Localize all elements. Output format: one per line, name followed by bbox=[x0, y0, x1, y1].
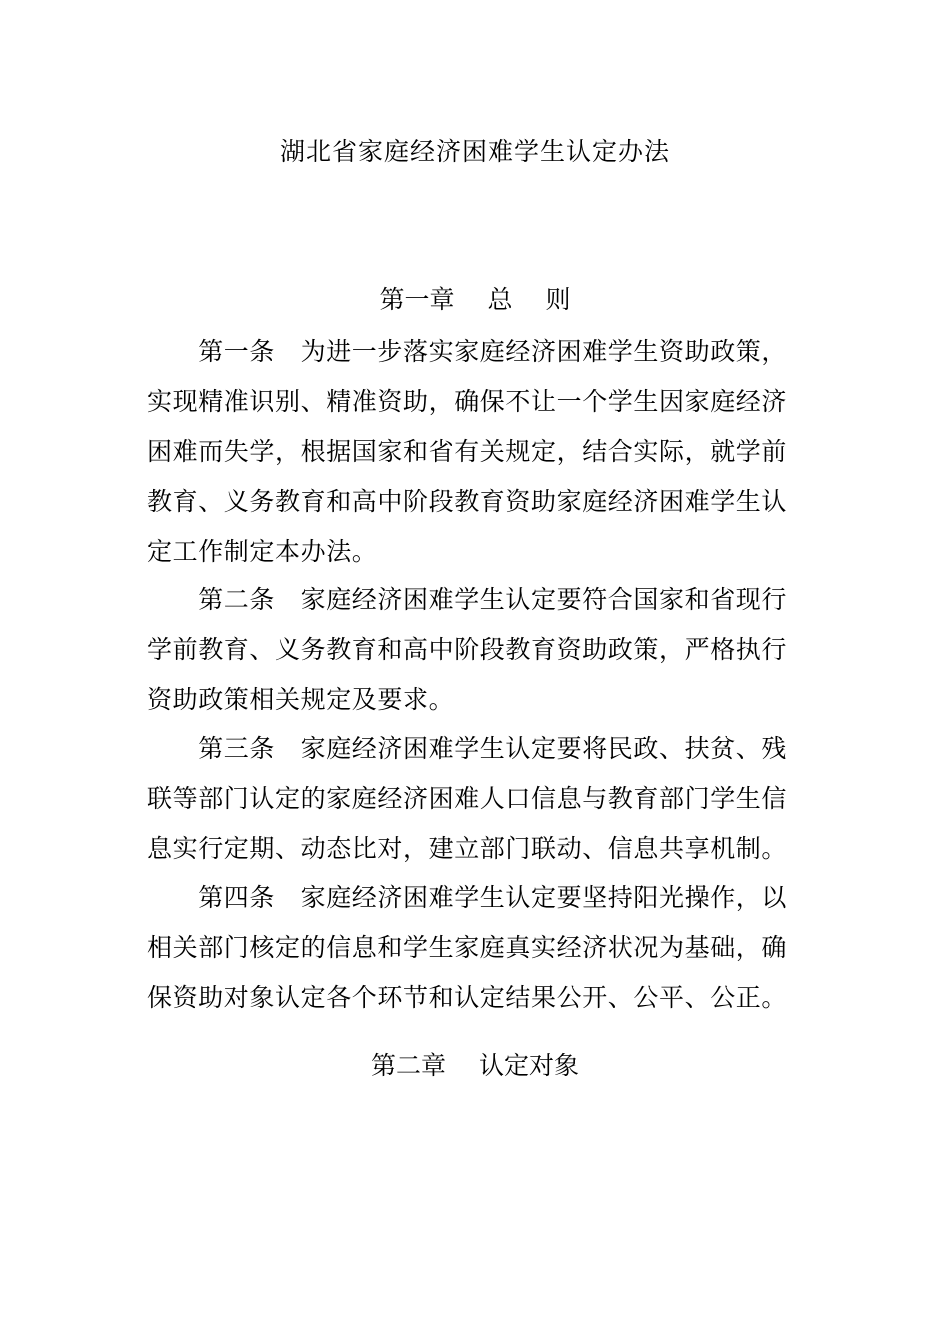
article-line: 联等部门认定的家庭经济困难人口信息与教育部门学生信 bbox=[147, 784, 788, 813]
article-line: 学前教育、义务教育和高中阶段教育资助政策，严格执行 bbox=[147, 635, 788, 664]
article-2 bbox=[147, 575, 787, 725]
article-line: 实现精准识别、精准资助，确保不让一个学生因家庭经济 bbox=[147, 387, 788, 416]
article-line: 资助政策相关规定及要求。 bbox=[147, 685, 455, 714]
chapter-heading-1: 第一章 总 则 bbox=[379, 285, 571, 314]
article-line: 第三条 家庭经济困难学生认定要将民政、扶贫、残 bbox=[147, 734, 788, 763]
article-line: 定工作制定本办法。 bbox=[147, 537, 378, 566]
article-line: 教育、义务教育和高中阶段教育资助家庭经济困难学生认 bbox=[147, 487, 788, 516]
article-1 bbox=[147, 327, 787, 577]
article-line: 息实行定期、动态比对，建立部门联动、信息共享机制。 bbox=[147, 834, 788, 863]
article-line: 保资助对象认定各个环节和认定结果公开、公平、公正。 bbox=[147, 983, 788, 1012]
article-line: 困难而失学，根据国家和省有关规定，结合实际，就学前 bbox=[147, 437, 788, 466]
article-line: 第一条 为进一步落实家庭经济困难学生资助政策， bbox=[147, 337, 788, 366]
article-line: 相关部门核定的信息和学生家庭真实经济状况为基础，确 bbox=[147, 933, 788, 962]
article-4 bbox=[147, 873, 787, 1023]
article-line: 第二条 家庭经济困难学生认定要符合国家和省现行 bbox=[147, 585, 788, 614]
article-3 bbox=[147, 724, 787, 874]
document-title: 湖北省家庭经济困难学生认定办法 bbox=[279, 137, 670, 166]
article-line: 第四条 家庭经济困难学生认定要坚持阳光操作，以 bbox=[147, 883, 788, 912]
chapter-heading-2: 第二章 认定对象 bbox=[371, 1051, 579, 1080]
